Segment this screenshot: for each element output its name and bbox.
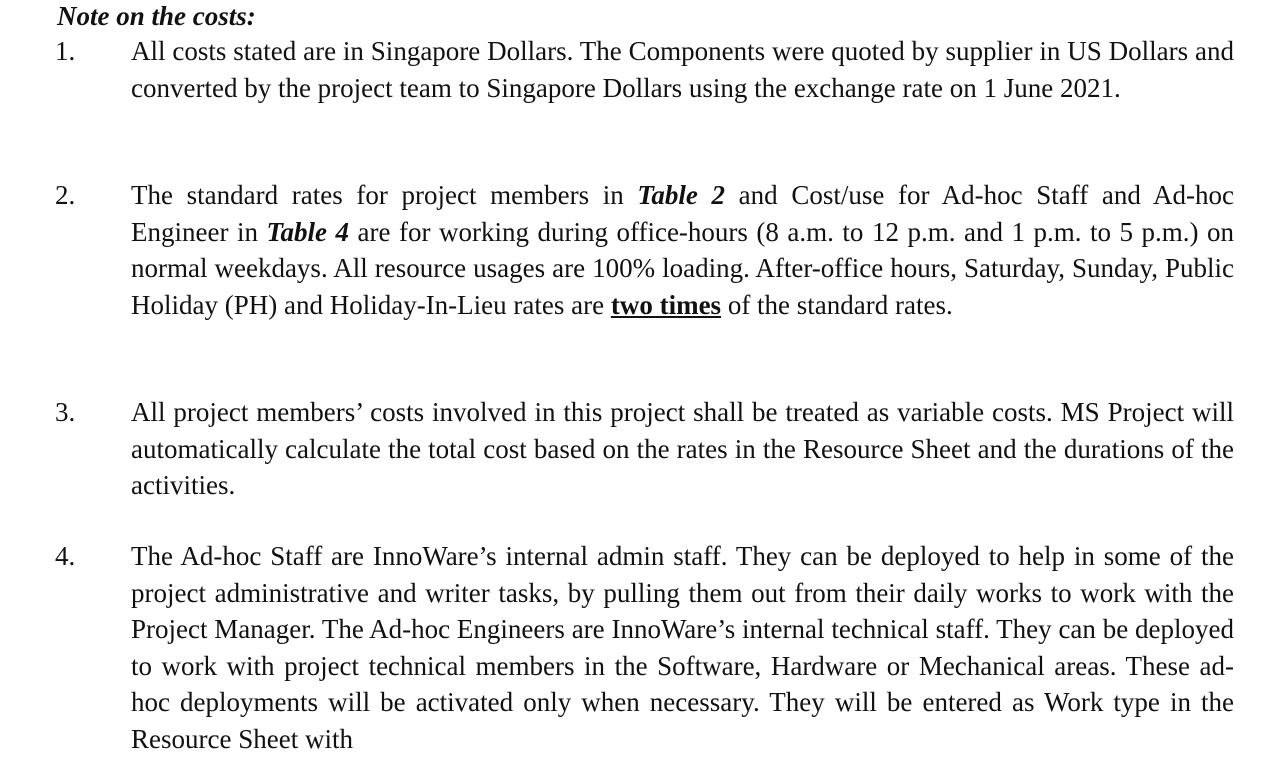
note-text-segment: The standard rates for project members in — [131, 180, 638, 210]
note-text: All project members’ costs involved in this project shall be treated as variable costs. MS Project will automatically calculate the total cost based on the rates in the Resource Sheet and the durations of the activities. — [131, 397, 1234, 500]
emphasis-two-times: two times — [610, 289, 722, 320]
note-text: The Ad-hoc Staff are InnoWare’s internal admin staff. They can be deployed to help in some of the project administrative and writer tasks, by pulling them out from their daily works to work with the Project Manager. The Ad-hoc Engineers are InnoWare’s internal technical staff. They can be deployed to work with project technical members in the Software, Hardware or Mechanical areas. These ad-hoc deployments will be activated only when necessary. They will be entered as Work type in the Resource Sheet with — [131, 541, 1234, 754]
note-text-segment: and Cost/use for Ad-hoc Staff and Ad-hoc Engineer in — [131, 180, 1234, 247]
note-number: 1. — [55, 36, 76, 66]
note-text-segment: of the standard rates. — [721, 289, 953, 320]
note-text-segment: are for working during office-hours (8 a.m. to 12 p.m. and 1 p.m. to 5 p.m.) on normal weekdays. All resource usages are 100% loading. After-office hours, Saturday, Sunday, Public Holiday (PH) and Holiday-In-Lieu rates are — [131, 216, 1234, 320]
table-2-reference: Table 2 — [637, 180, 726, 210]
note-text: All costs stated are in Singapore Dollars. The Components were quoted by supplier in US Dollars and converted by the project team to Singapore Dollars using the exchange rate on 1 June 2021. — [131, 36, 1234, 103]
notes-heading: Note on the costs: — [57, 1, 256, 31]
note-number: 4. — [55, 541, 76, 571]
note-number: 3. — [55, 397, 76, 427]
table-4-reference: Table 4 — [266, 216, 349, 247]
note-text — [131, 177, 1234, 323]
note-number: 2. — [55, 180, 76, 210]
